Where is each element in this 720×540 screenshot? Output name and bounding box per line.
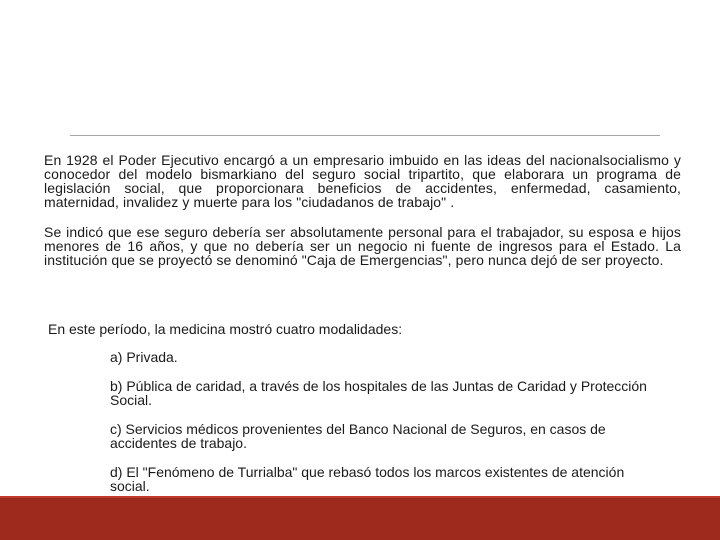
modalities-list bbox=[110, 350, 650, 508]
divider-line bbox=[70, 135, 660, 136]
modality-item: c) Servicios médicos provenientes del Banco Nacional de Seguros, en casos de accidentes de trabajo. bbox=[110, 421, 606, 451]
modality-item: a) Privada. bbox=[110, 349, 178, 365]
history-paragraph-1: En 1928 el Poder Ejecutivo encargó a un empresario imbuido en las ideas del nacionalsocialismo y conocedor del modelo bismarkiano del seguro social tripartito, que elaborara un programa de legislación social, que proporcionara beneficios de accidentes, enfermedad, casamiento, maternidad, invalidez y muerte para los "ciudadanos de trabajo" . bbox=[44, 152, 681, 210]
modality-item: b) Pública de caridad, a través de los hospitales de las Juntas de Caridad y Protección Social. bbox=[110, 378, 647, 408]
modalities-intro: En este período, la medicina mostró cuatro modalidades: bbox=[48, 321, 403, 337]
footer-bar bbox=[0, 498, 720, 540]
history-paragraph-2: Se indicó que ese seguro debería ser absolutamente personal para el trabajador, su esposa e hijos menores de 16 años, y que no debería ser un negocio ni fuente de ingresos para el Estado. La institución que se proyectó se denominó "Caja de Emergencias", pero nunca dejó de ser proyecto. bbox=[44, 224, 681, 268]
modality-item: d) El "Fenómeno de Turrialba" que rebasó todos los marcos existentes de atención social. bbox=[110, 464, 625, 494]
